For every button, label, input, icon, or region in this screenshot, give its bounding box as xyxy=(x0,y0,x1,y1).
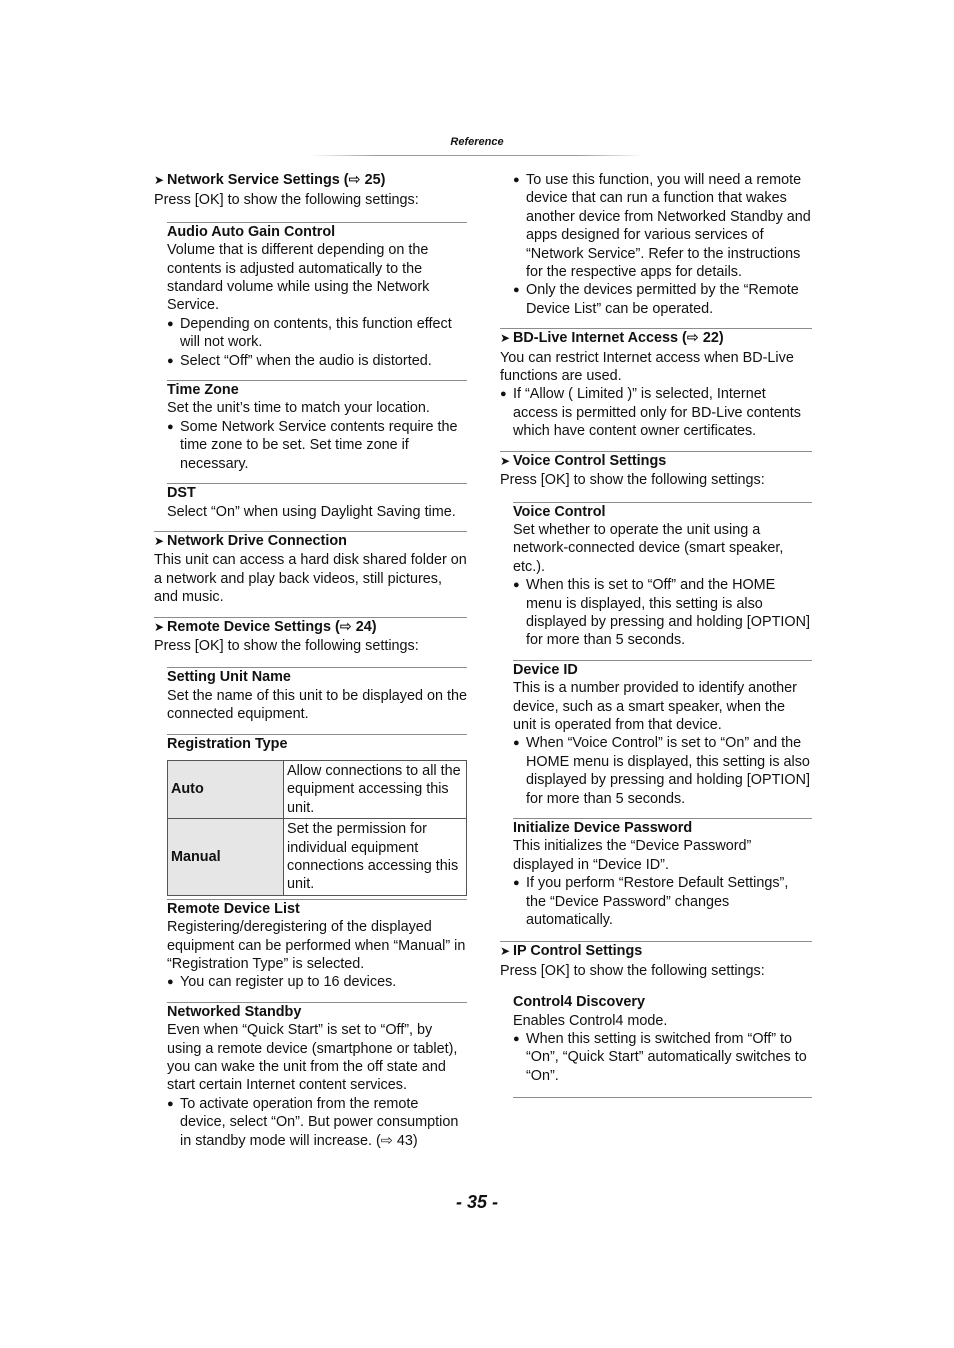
section-title: Network Service Settings (⇨ 25) xyxy=(167,172,386,188)
section-title: IP Control Settings xyxy=(513,943,643,960)
bullet-icon: ● xyxy=(167,317,174,330)
bullet-icon: ● xyxy=(167,420,174,433)
bullet-text: To use this function, you will need a remote device that can run a function that wakes another device from Networked Standby and apps designed for various services of “Network Service”. Refer to the instructions for the respective apps for details. xyxy=(526,172,811,281)
bullet-text: When “Voice Control” is set to “On” and the HOME menu is displayed, this setting is also displayed by pressing and holding [OPTION] for more than 5 seconds. xyxy=(526,735,810,807)
table-key-cell: Manual xyxy=(168,819,284,896)
subsection-title: DST xyxy=(167,485,196,502)
subsection-title: Device ID xyxy=(513,661,578,678)
bullet-icon: ● xyxy=(167,1097,174,1110)
section-text: This unit can access a hard disk shared folder on a network and play back videos, still pictures, and music. xyxy=(154,552,467,606)
bullet-item xyxy=(513,171,812,281)
subsection-title: Initialize Device Password xyxy=(513,820,693,836)
subsection-text: This is a number provided to identify another device, such as a smart speaker, when the unit is operated from that device. xyxy=(513,680,797,733)
bullet-text: When this setting is switched from “Off” to “On”, “Quick Start” automatically switches to “On”. xyxy=(526,1031,807,1084)
section-title: Network Drive Connection xyxy=(167,532,347,549)
bullet-icon: ● xyxy=(513,579,520,592)
bullet-icon: ● xyxy=(513,284,520,297)
bullet-text: Some Network Service contents require the time zone to be set. Set time zone if necessary. xyxy=(180,418,458,472)
page-number: - 35 - xyxy=(455,1192,498,1212)
table-row xyxy=(168,760,467,818)
subsection-title: Time Zone xyxy=(167,382,239,399)
subsection-title: Setting Unit Name xyxy=(167,669,291,686)
bullet-item xyxy=(513,734,812,808)
subsection-text: Volume that is different depending on the contents is adjusted automatically to the standard volume while using the Network Service. xyxy=(167,242,430,314)
subsection-title: Control4 Discovery xyxy=(513,994,645,1011)
arrow-icon: ➤ xyxy=(154,619,165,634)
arrow-icon: ➤ xyxy=(154,533,165,548)
bullet-text: Select “Off” when the audio is distorted. xyxy=(180,352,432,369)
section-intro: Press [OK] to show the following settings: xyxy=(500,472,765,489)
bullet-text: You can register up to 16 devices. xyxy=(180,974,397,991)
bullet-item xyxy=(167,1095,467,1150)
bullet-item xyxy=(513,874,812,929)
bullet-text: When this is set to “Off” and the HOME menu is displayed, this setting is also displayed by pressing and holding [OPTION] for more than 5 seconds. xyxy=(526,577,810,649)
bullet-icon: ● xyxy=(513,877,520,890)
bullet-text: Depending on contents, this function effect will not work. xyxy=(180,315,452,351)
arrow-icon: ➤ xyxy=(154,173,165,187)
subsection-text: Even when “Quick Start” is set to “Off”, by using a remote device (smartphone or tablet), you can wake the unit from the off state and start certain Internet content services. xyxy=(167,1022,458,1094)
bullet-icon: ● xyxy=(513,174,520,186)
bullet-text: If you perform “Restore Default Settings”, the “Device Password” changes automatically. xyxy=(526,875,789,929)
bullet-item xyxy=(500,385,812,440)
arrow-icon: ➤ xyxy=(500,331,511,346)
subsection-text: Select “On” when using Daylight Saving time. xyxy=(167,503,456,520)
table-key-cell: Auto xyxy=(168,760,284,818)
right-column xyxy=(500,171,812,1098)
subsection-text: Enables Control4 mode. xyxy=(513,1012,668,1029)
arrow-icon: ➤ xyxy=(500,944,511,959)
subsection-text: This initializes the “Device Password” displayed in “Device ID”. xyxy=(513,838,752,873)
bullet-icon: ● xyxy=(500,388,507,401)
section-title: BD-Live Internet Access (⇨ 22) xyxy=(513,330,724,347)
subsection-title: Registration Type xyxy=(167,735,288,752)
section-network-drive xyxy=(154,532,467,550)
bullet-item xyxy=(513,281,812,318)
bullet-item xyxy=(167,418,467,473)
page-header-label: Reference xyxy=(450,136,504,148)
arrow-icon: ➤ xyxy=(500,453,511,468)
bullet-icon: ● xyxy=(513,1033,520,1046)
left-column xyxy=(154,171,467,1150)
subsection-title: Networked Standby xyxy=(167,1003,302,1020)
section-bd-live xyxy=(500,329,812,347)
section-title: Voice Control Settings xyxy=(513,452,667,469)
subsection-title: Remote Device List xyxy=(167,900,300,917)
divider xyxy=(513,1097,812,1098)
bullet-item xyxy=(167,973,467,991)
table-value-cell: Allow connections to all the equipment accessing this unit. xyxy=(284,760,467,818)
section-intro: Press [OK] to show the following settings: xyxy=(154,192,419,209)
registration-type-table xyxy=(167,760,467,896)
subsection-text: Set whether to operate the unit using a network-connected device (smart speaker, etc.). xyxy=(513,521,784,575)
section-intro: Press [OK] to show the following settings: xyxy=(154,637,419,654)
subsection-text: Set the unit’s time to match your location. xyxy=(167,400,430,417)
bullet-text: To activate operation from the remote device, select “On”. But power consumption in standby mode will increase. (⇨ 43) xyxy=(180,1095,459,1149)
bullet-item xyxy=(513,576,812,650)
section-remote-device xyxy=(154,618,467,636)
section-voice-control-settings xyxy=(500,452,812,470)
section-title: Remote Device Settings (⇨ 24) xyxy=(167,618,377,635)
subsection-title: Audio Auto Gain Control xyxy=(167,223,336,240)
section-text: You can restrict Internet access when BD-Live functions are used. xyxy=(500,349,794,385)
header-divider xyxy=(310,155,644,156)
bullet-text: If “Allow ( Limited )” is selected, Internet access is permitted only for BD-Live contents which have content owner certificates. xyxy=(513,386,801,440)
section-ip-control xyxy=(500,942,812,960)
bullet-text: Only the devices permitted by the “Remote Device List” can be operated. xyxy=(526,282,799,317)
bullet-item xyxy=(167,352,467,370)
table-row xyxy=(168,819,467,896)
subsection-text: Set the name of this unit to be displayed on the connected equipment. xyxy=(167,687,468,723)
bullet-icon: ● xyxy=(513,737,520,750)
section-intro: Press [OK] to show the following settings: xyxy=(500,962,765,979)
subsection-title: Voice Control xyxy=(513,503,606,520)
bullet-item xyxy=(167,315,467,352)
bullet-icon: ● xyxy=(167,354,174,367)
bullet-icon: ● xyxy=(167,976,174,989)
subsection-text: Registering/deregistering of the displayed equipment can be performed when “Manual” in “Registration Type” is selected. xyxy=(167,919,466,973)
bullet-item xyxy=(513,1030,812,1085)
section-network-service xyxy=(154,171,467,189)
table-value-cell: Set the permission for individual equipment connections accessing this unit. xyxy=(284,819,467,896)
